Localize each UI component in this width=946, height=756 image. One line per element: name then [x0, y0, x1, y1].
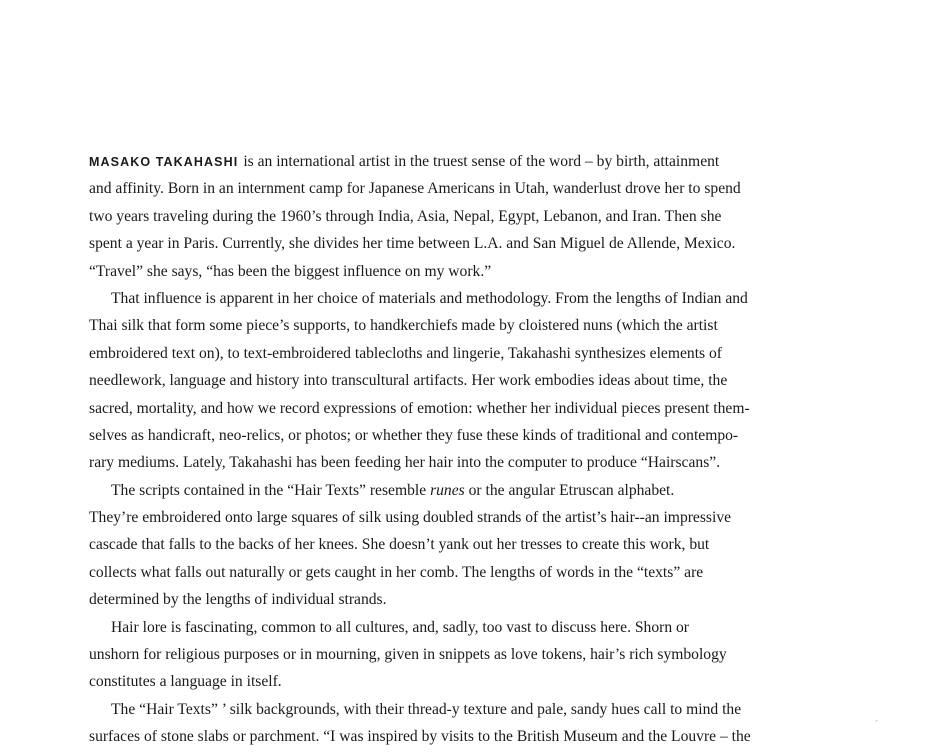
line-text: cascade that falls to the backs of her knees. She doesn’t yank out her tresses to create this work, but — [89, 536, 710, 554]
text-line-22 — [89, 723, 829, 750]
line-text: and affinity. Born in an internment camp for Japanese Americans in Utah, wanderlust drove her to spend — [89, 180, 741, 198]
line-text: The “Hair Texts” ’ silk backgrounds, with their thread-y texture and pale, sandy hues call to mind the — [111, 700, 742, 718]
line-text: determined by the lengths of individual strands. — [89, 591, 387, 609]
text-line-21 — [89, 696, 829, 723]
line-text: surfaces of stone slabs or parchment. “I was inspired by visits to the British Museum and the Louvre – the — [89, 728, 751, 746]
line-text: The scripts contained in the “Hair Texts” resemble — [111, 481, 427, 499]
line-text: unshorn for religious purposes or in mourning, given in snippets as love tokens, hair’s rich symbology — [89, 646, 727, 664]
text-line-20 — [89, 668, 829, 695]
author-name: MASAKO TAKAHASHI — [89, 155, 239, 169]
text-line-8 — [89, 340, 829, 367]
text-line-2 — [89, 175, 829, 202]
text-line-18 — [89, 614, 829, 641]
line-text: collects what falls out naturally or gets caught in her comb. The lengths of words in the “texts” are — [89, 563, 704, 581]
text-line-1 — [89, 148, 829, 175]
text-line-17 — [89, 586, 829, 613]
line-text: “Travel” she says, “has been the biggest influence on my work.” — [89, 262, 492, 280]
line-text: or the angular Etruscan alphabet. — [468, 481, 675, 499]
line-text: sacred, mortality, and how we record expressions of emotion: whether her individual pieces present them- — [89, 399, 750, 417]
text-line-3 — [89, 203, 829, 230]
text-line-6 — [89, 285, 829, 312]
text-line-10 — [89, 395, 829, 422]
text-line-15 — [89, 531, 829, 558]
line-text: needlework, language and history into transcultural artifacts. Her work embodies ideas about time, the — [89, 372, 728, 390]
text-line-5 — [89, 258, 829, 285]
text-line-9 — [89, 367, 829, 394]
line-text: That influence is apparent in her choice of materials and methodology. From the lengths of Indian and — [111, 289, 748, 307]
line-text: embroidered text on), to text-embroidered tablecloths and lingerie, Takahashi synthesizes elements of — [89, 344, 722, 362]
line-text: selves as handicraft, neo-relics, or photos; or whether they fuse these kinds of traditional and contempo- — [89, 426, 739, 444]
line-text: They’re embroidered onto large squares of silk using doubled strands of the artist’s hair--an impressive — [89, 509, 732, 527]
page-mark-icon: ‣ — [875, 718, 879, 725]
italic-word: runes — [430, 481, 465, 499]
text-line-7 — [89, 312, 829, 339]
text-line-12 — [89, 449, 829, 476]
text-line-4 — [89, 230, 829, 257]
line-text: Thai silk that form some piece’s supports, to handkerchiefs made by cloistered nuns (which the artist — [89, 317, 718, 335]
text-line-19 — [89, 641, 829, 668]
line-text: rary mediums. Lately, Takahashi has been feeding her hair into the computer to produce “Hairscans”. — [89, 454, 721, 472]
line-text: two years traveling during the 1960’s through India, Asia, Nepal, Egypt, Lebanon, and Iran. Then she — [89, 207, 722, 225]
article-body — [89, 148, 829, 751]
line-text: Hair lore is fascinating, common to all cultures, and, sadly, too vast to discuss here. Shorn or — [111, 618, 690, 636]
text-line-16 — [89, 559, 829, 586]
text-line-14 — [89, 504, 829, 531]
line-text: is an international artist in the truest sense of the word – by birth, attainment — [243, 153, 720, 170]
line-text: spent a year in Paris. Currently, she divides her time between L.A. and San Miguel de Allende, Mexico. — [89, 235, 736, 253]
text-line-13 — [89, 477, 829, 504]
text-line-11 — [89, 422, 829, 449]
line-text: constitutes a language in itself. — [89, 673, 282, 691]
